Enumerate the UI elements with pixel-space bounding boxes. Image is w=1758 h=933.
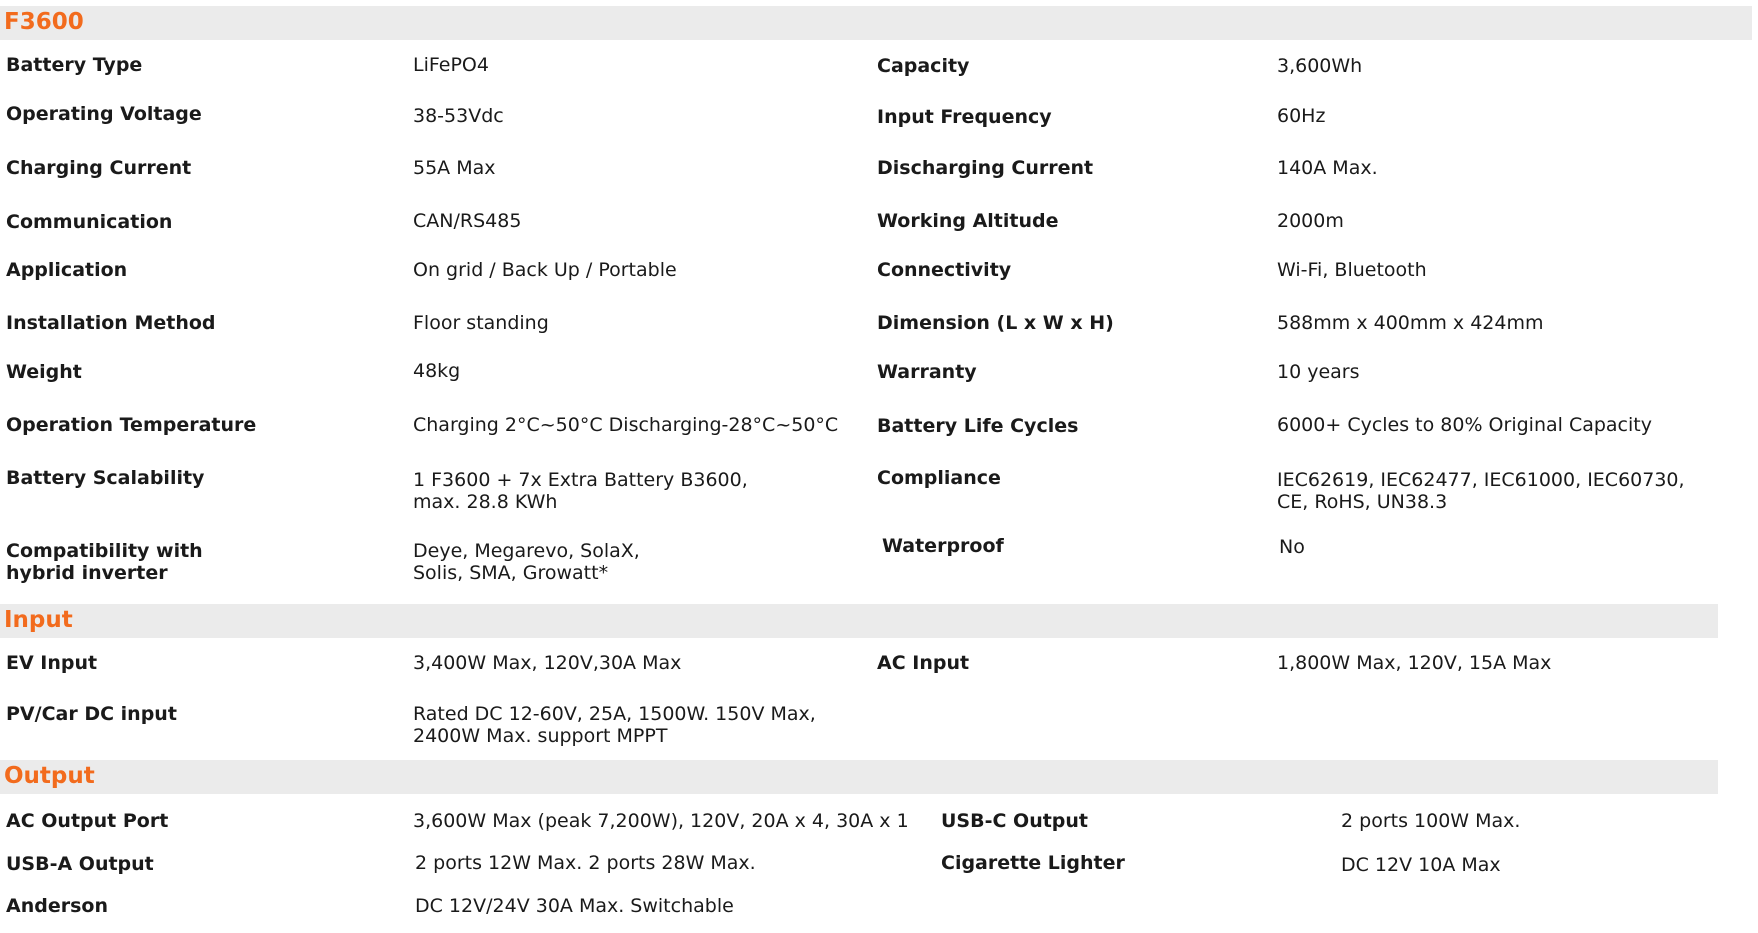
spec-label: Capacity xyxy=(877,55,970,77)
spec-value: No xyxy=(1279,536,1305,558)
section-header-output xyxy=(0,760,1718,794)
spec-label: Warranty xyxy=(877,361,977,383)
spec-label: Working Altitude xyxy=(877,210,1059,232)
spec-value: 60Hz xyxy=(1277,105,1326,127)
spec-value: Floor standing xyxy=(413,312,549,334)
spec-label: PV/Car DC input xyxy=(6,703,177,725)
spec-label: Weight xyxy=(6,361,82,383)
spec-label: Battery Scalability xyxy=(6,467,205,489)
spec-value: 1 F3600 + 7x Extra Battery B3600, xyxy=(413,469,748,491)
spec-value: 2400W Max. support MPPT xyxy=(413,725,668,747)
section-title-input: Input xyxy=(4,607,73,633)
spec-value: Deye, Megarevo, SolaX, xyxy=(413,540,640,562)
spec-label: AC Input xyxy=(877,652,970,674)
spec-label: Compatibility with xyxy=(6,540,203,562)
spec-label: Dimension (L x W x H) xyxy=(877,312,1114,334)
spec-value: LiFePO4 xyxy=(413,54,489,76)
spec-value: 55A Max xyxy=(413,157,496,179)
spec-label: Battery Life Cycles xyxy=(877,415,1079,437)
spec-label: AC Output Port xyxy=(6,810,169,832)
spec-value: 2000m xyxy=(1277,210,1344,232)
spec-label: USB-A Output xyxy=(6,853,154,875)
spec-value: 3,600W Max (peak 7,200W), 120V, 20A x 4, 30A x 1 xyxy=(413,810,909,832)
spec-label: Connectivity xyxy=(877,259,1012,281)
spec-label: hybrid inverter xyxy=(6,562,168,584)
spec-value: 48kg xyxy=(413,360,461,382)
spec-value: Wi-Fi, Bluetooth xyxy=(1277,259,1427,281)
spec-value: 38-53Vdc xyxy=(413,105,504,127)
spec-label: Installation Method xyxy=(6,312,216,334)
spec-value: 6000+ Cycles to 80% Original Capacity xyxy=(1277,414,1652,436)
spec-label: Operating Voltage xyxy=(6,103,202,125)
spec-label: EV Input xyxy=(6,652,98,674)
spec-value: 3,600Wh xyxy=(1277,55,1363,77)
spec-value: 10 years xyxy=(1277,361,1360,383)
spec-label: Communication xyxy=(6,211,173,233)
spec-value: CAN/RS485 xyxy=(413,210,522,232)
spec-label: Application xyxy=(6,259,128,281)
spec-value: DC 12V/24V 30A Max. Switchable xyxy=(415,895,734,917)
spec-value: CE, RoHS, UN38.3 xyxy=(1277,491,1448,513)
spec-label: Input Frequency xyxy=(877,106,1052,128)
section-header-input xyxy=(0,604,1718,638)
spec-value: 588mm x 400mm x 424mm xyxy=(1277,312,1544,334)
section-title-f3600: F3600 xyxy=(4,9,84,35)
spec-label: Charging Current xyxy=(6,157,192,179)
section-title-output: Output xyxy=(4,763,95,789)
section-header-f3600 xyxy=(0,6,1752,40)
spec-label: Anderson xyxy=(6,895,108,917)
spec-value: 1,800W Max, 120V, 15A Max xyxy=(1277,652,1552,674)
spec-value: max. 28.8 KWh xyxy=(413,491,558,513)
spec-value: 140A Max. xyxy=(1277,157,1378,179)
spec-value: Charging 2°C~50°C Discharging-28°C~50°C xyxy=(413,414,839,436)
spec-label: Discharging Current xyxy=(877,157,1094,179)
spec-label: Cigarette Lighter xyxy=(941,852,1125,874)
spec-value: 2 ports 12W Max. 2 ports 28W Max. xyxy=(415,852,756,874)
spec-value: Solis, SMA, Growatt* xyxy=(413,562,609,584)
spec-value: 3,400W Max, 120V,30A Max xyxy=(413,652,682,674)
spec-label: Compliance xyxy=(877,467,1001,489)
spec-label: Waterproof xyxy=(882,535,1004,557)
spec-label: Battery Type xyxy=(6,54,143,76)
spec-value: Rated DC 12-60V, 25A, 1500W. 150V Max, xyxy=(413,703,816,725)
spec-label: USB-C Output xyxy=(941,810,1089,832)
spec-value: On grid / Back Up / Portable xyxy=(413,259,677,281)
spec-label: Operation Temperature xyxy=(6,414,257,436)
spec-value: IEC62619, IEC62477, IEC61000, IEC60730, xyxy=(1277,469,1685,491)
spec-value: 2 ports 100W Max. xyxy=(1341,810,1521,832)
spec-value: DC 12V 10A Max xyxy=(1341,854,1501,876)
